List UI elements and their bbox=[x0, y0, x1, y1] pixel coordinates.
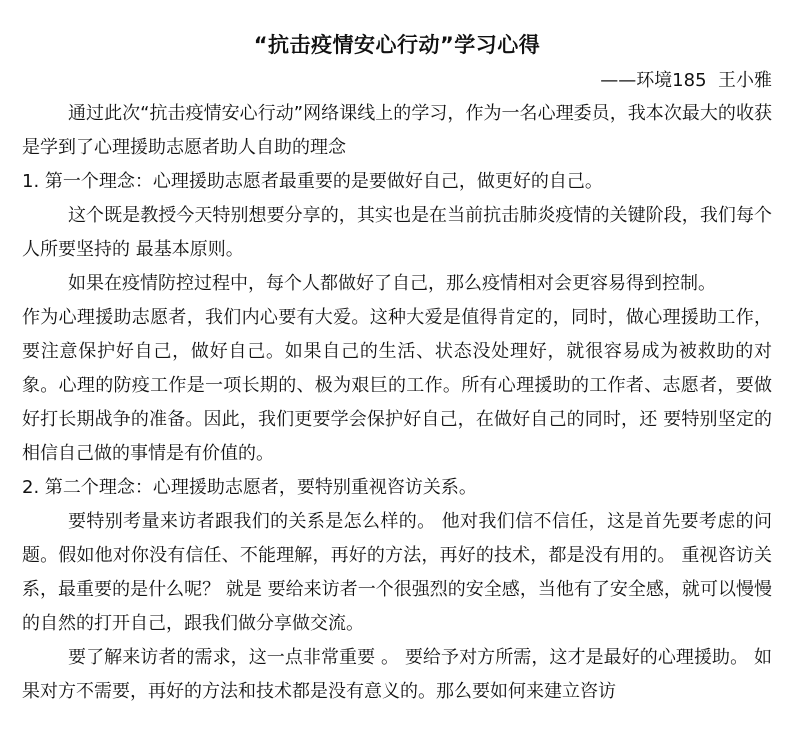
paragraph-concept-two-heading: 2. 第二个理念：心理援助志愿者，要特别重视咨访关系。 bbox=[22, 477, 477, 498]
paragraph-relationship: 要特别考量来访者跟我们的关系是怎么样的。 他对我们信不信任，这是首先要考虑的问题。假如他对你没有信任、不能理解，再好的方法，再好的技术，都是没有用的。 重视咨访关系，最重要的是什么呢？ 就是 要给来访者一个很强烈的安全感，当他有了安全感，就可以慢慢的自然的打开自己，跟我们做分享做交流。 bbox=[22, 511, 772, 634]
author-line: ——环境185 王小雅 bbox=[600, 70, 772, 91]
paragraph-intro: 通过此次“抗击疫情安心行动”网络课线上的学习，作为一名心理委员，我本次最大的收获是学到了心理援助志愿者助人自助的理念 bbox=[22, 103, 772, 158]
document-title: “抗击疫情安心行动”学习心得 bbox=[253, 33, 541, 57]
paragraph-control: 如果在疫情防控过程中，每个人都做好了自己，那么疫情相对会更容易得到控制。 bbox=[68, 273, 716, 294]
paragraph-principle: 这个既是教授今天特别想要分享的，其实也是在当前抗击肺炎疫情的关键阶段，我们每个人所要坚持的 最基本原则。 bbox=[22, 205, 772, 260]
document-body bbox=[22, 97, 772, 709]
paragraph-needs: 要了解来访者的需求，这一点非常重要 。 要给予对方所需，这才是最好的心理援助。 如果对方不需要，再好的方法和技术都是没有意义的。那么要如何来建立咨访 bbox=[22, 647, 772, 702]
paragraph-concept-one-heading: 1. 第一个理念：心理援助志愿者最重要的是要做好自己，做更好的自己。 bbox=[22, 171, 603, 192]
paragraph-great-love: 作为心理援助志愿者，我们内心要有大爱。这种大爱是值得肯定的，同时，做心理援助工作，要注意保护好自己，做好自己。如果自己的生活、状态没处理好，就很容易成为被救助的对象。心理的防疫工作是一项长期的、极为艰巨的工作。所有心理援助的工作者、志愿者，要做好打长期战争的准备。因此，我们更要学会保护好自己，在做好自己的同时，还 要特别坚定的相信自己做的事情是有价值的。 bbox=[22, 307, 772, 464]
